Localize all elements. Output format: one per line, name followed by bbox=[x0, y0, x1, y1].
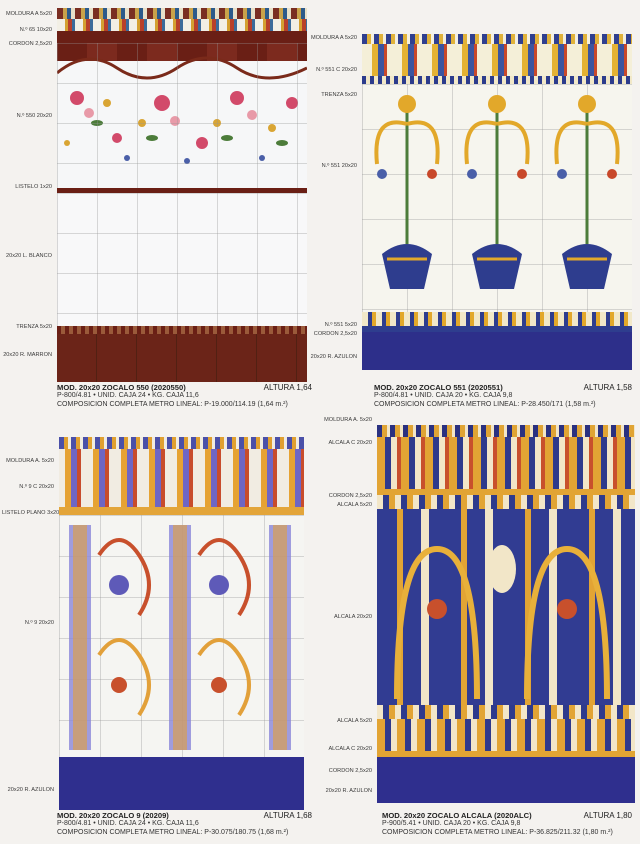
n9c-band bbox=[59, 449, 304, 507]
composition-line: COMPOSICION COMPLETA METRO LINEAL: P-28.450/171 (1,58 m.²) bbox=[374, 400, 596, 408]
altura: ALTURA 1,68 bbox=[263, 811, 312, 820]
label-9: N.º 9 20x20 bbox=[24, 620, 54, 626]
label-alcala: ALCALA 20x20 bbox=[334, 614, 372, 620]
label-moldura: MOLDURA A. 5x20 bbox=[324, 417, 372, 423]
label-cordon-b: CORDON 2,5x20 bbox=[328, 768, 372, 774]
label-cordon: CORDON 2,5x20 bbox=[313, 331, 357, 337]
label-551c: N.º 551 C 20x20 bbox=[316, 67, 357, 73]
moldura-band bbox=[59, 437, 304, 449]
n551c-band bbox=[362, 44, 632, 76]
label-listelo: LISTELO 1x20 bbox=[15, 184, 52, 190]
alcala-5x20-band-b bbox=[377, 705, 635, 719]
alcala-c-band-b bbox=[377, 719, 635, 751]
caption-551 bbox=[374, 384, 632, 409]
composition-line: COMPOSICION COMPLETA METRO LINEAL: P-30.075/180.75 (1,68 m.²) bbox=[57, 828, 289, 836]
label-alcala-c: ALCALA C 20x20 bbox=[328, 440, 372, 446]
n65-band bbox=[57, 19, 307, 31]
azulon-base bbox=[59, 757, 304, 810]
caption-alcala bbox=[382, 812, 632, 837]
label-n65: N.º 65 10x20 bbox=[19, 27, 52, 33]
label-azulon: 20x20 R. AZULON bbox=[7, 787, 54, 793]
trenza-band bbox=[362, 76, 632, 84]
spec-line: P-800/4.81 • UNID. CAJA 24 • KG. CAJA 11,6 bbox=[57, 392, 199, 400]
model-title: MOD. 20x20 ZOCALO 550 (2020550) bbox=[57, 383, 186, 392]
azulon-base bbox=[377, 757, 635, 803]
altura: ALTURA 1,64 bbox=[263, 383, 312, 392]
tile-panel-550 bbox=[57, 8, 307, 382]
alcala-decoration bbox=[377, 509, 635, 705]
baroque-decoration bbox=[59, 515, 304, 757]
label-n550: N.º 550 20x20 bbox=[16, 113, 52, 119]
alcala-c-band bbox=[377, 437, 635, 489]
label-azulon: 20x20 R. AZULON bbox=[325, 788, 372, 794]
moldura-band bbox=[362, 34, 632, 44]
label-551: N.º 551 20x20 bbox=[321, 163, 357, 169]
composition-line: COMPOSICION COMPLETA METRO LINEAL: P-19.000/114.19 (1,64 m.²) bbox=[57, 400, 288, 408]
spec-line: P-900/5.41 • UNID. CAJA 20 • KG. CAJA 9,8 bbox=[382, 820, 521, 828]
label-cordon: CORDON 2,5x20 bbox=[8, 41, 52, 47]
label-alcala-5x20-b: ALCALA 5x20 bbox=[337, 718, 372, 724]
label-moldura: MOLDURA A 5x20 bbox=[5, 11, 52, 17]
label-trenza: TRENZA 5x20 bbox=[321, 92, 357, 98]
label-alcala-5x20: ALCALA 5x20 bbox=[337, 502, 372, 508]
caption-550 bbox=[57, 384, 312, 409]
tile-panel-9 bbox=[59, 437, 304, 810]
cordon-band bbox=[57, 31, 307, 43]
spec-line: P-800/4.81 • UNID. CAJA 24 • KG. CAJA 11,6 bbox=[57, 820, 199, 828]
label-listelo-plano: LISTELO PLANO 3x20 bbox=[2, 510, 60, 516]
label-alcala-c-b: ALCALA C 20x20 bbox=[328, 746, 372, 752]
label-551-5x20: N.º 551 5x20 bbox=[324, 322, 357, 328]
tile-panel-alcala bbox=[377, 425, 635, 803]
label-moldura: MOLDURA A 5x20 bbox=[310, 35, 357, 41]
label-moldura: MOLDURA A. 5x20 bbox=[6, 458, 54, 464]
vase-decoration bbox=[362, 84, 632, 312]
altura: ALTURA 1,58 bbox=[583, 383, 632, 392]
composition-line: COMPOSICION COMPLETA METRO LINEAL: P-36.825/211.32 (1,80 m.²) bbox=[382, 828, 613, 836]
label-9c: N.º 9 C 20x20 bbox=[19, 484, 54, 490]
spec-line: P-800/4.81 • UNID. CAJA 20 • KG. CAJA 9,8 bbox=[374, 392, 513, 400]
altura: ALTURA 1,80 bbox=[583, 811, 632, 820]
marron-base bbox=[57, 334, 307, 382]
model-title: MOD. 20x20 ZOCALO 551 (2020551) bbox=[374, 383, 503, 392]
model-title: MOD. 20x20 ZOCALO 9 (20209) bbox=[57, 811, 169, 820]
tile-panel-551 bbox=[362, 34, 632, 370]
caption-9 bbox=[57, 812, 312, 837]
moldura-band bbox=[377, 425, 635, 437]
model-title: MOD. 20x20 ZOCALO ALCALA (2020ALC) bbox=[382, 811, 532, 820]
azulon-base bbox=[362, 332, 632, 370]
label-azulon: 20x20 R. AZULON bbox=[310, 354, 357, 360]
label-marron: 20x20 R. MARRON bbox=[3, 352, 52, 358]
label-trenza: TRENZA 5x20 bbox=[16, 324, 52, 330]
listelo-plano-band bbox=[59, 507, 304, 515]
label-cordon: CORDON 2,5x20 bbox=[328, 493, 372, 499]
moldura-band bbox=[57, 8, 307, 19]
trenza-band bbox=[57, 326, 307, 334]
label-blanco: 20x20 L. BLANCO bbox=[5, 253, 52, 259]
alcala-5x20-band bbox=[377, 495, 635, 509]
n551-5x20-band bbox=[362, 312, 632, 326]
